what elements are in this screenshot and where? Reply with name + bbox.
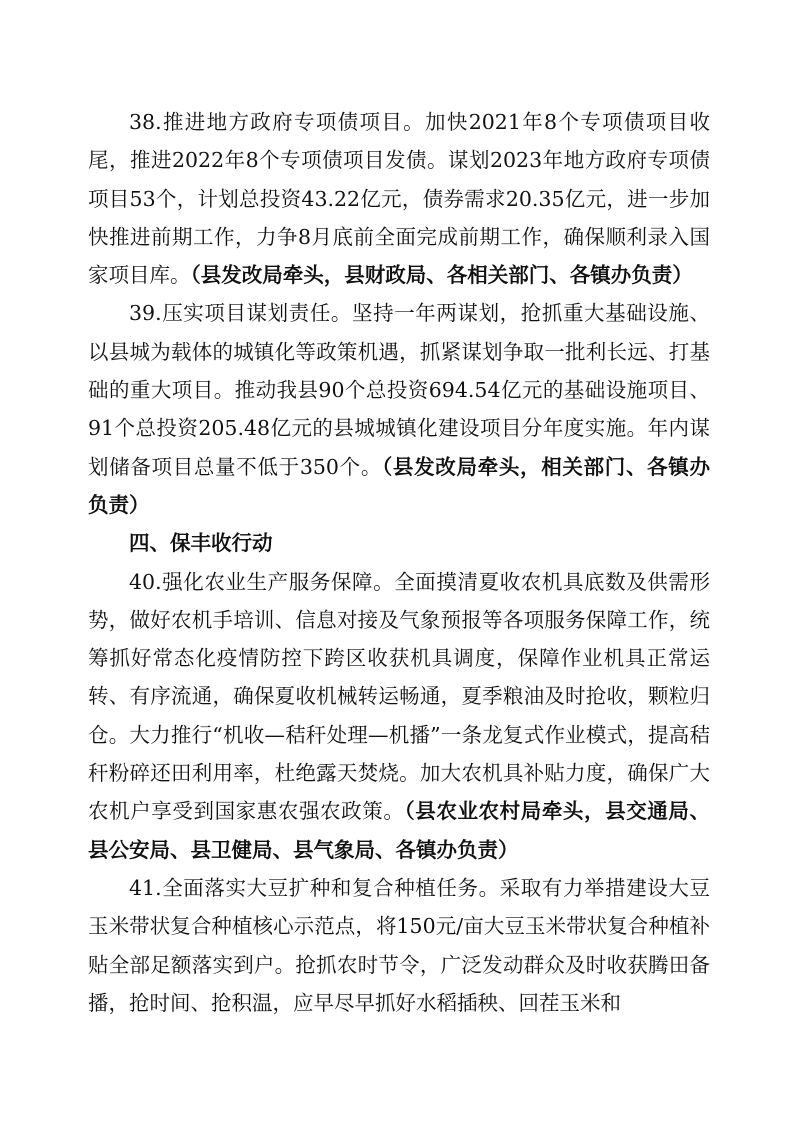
paragraph-41 bbox=[88, 869, 710, 1022]
document-body bbox=[88, 103, 710, 1022]
paragraph-38-responsibility: （县发改局牵头，县财政局、各相关部门、各镇办负责） bbox=[190, 263, 693, 288]
paragraph-39-responsibility: （县发改局牵头，相关部门、各镇办负责） bbox=[88, 454, 710, 517]
paragraph-40-text: 40.强化农业生产服务保障。全面摸清夏收农机具底数及供需形势，做好农机手培训、信息对接及气象预报等各项服务保障工作，统筹抓好常态化疫情防控下跨区收获机具调度，保障作业机具正常运转、有序流通，确保夏收机械转运畅通，夏季粮油及时抢收，颗粒归仓。大力推行“机收—秸秆处理—机播”一条龙复式作业模式，提高秸秆粉碎还田利用率，杜绝露天焚烧。加大农机具补贴力度，确保广大农机户享受到国家惠农强农政策。 bbox=[88, 569, 710, 824]
paragraph-38 bbox=[88, 103, 710, 294]
paragraph-40-responsibility: （县农业农村局牵头，县交通局、县公安局、县卫健局、县气象局、各镇办负责） bbox=[88, 799, 710, 862]
section-heading: 四、保丰收行动 bbox=[129, 531, 273, 556]
paragraph-39-text: 39.压实项目谋划责任。坚持一年两谋划，抢抓重大基础设施、以县城为载体的城镇化等政策机遇，抓紧谋划争取一批利长远、打基础的重大项目。推动我县90个总投资694.54亿元的基础设施项目、91个总投资205.48亿元的县城城镇化建设项目分年度实施。年内谋划储备项目总量不低于350个。 bbox=[88, 301, 710, 479]
paragraph-38-text: 38.推进地方政府专项债项目。加快2021年8个专项债项目收尾，推进2022年8个专项债项目发债。谋划2023年地方政府专项债项目53个，计划总投资43.22亿元，债券需求20.35亿元，进一步加快推进前期工作，力争8月底前全面完成前期工作，确保顺利录入国家项目库。 bbox=[88, 110, 710, 288]
paragraph-41-text: 41.全面落实大豆扩种和复合种植任务。采取有力举措建设大豆玉米带状复合种植核心示范点，将150元/亩大豆玉米带状复合种植补贴全部足额落实到户。抢抓农时节令，广泛发动群众及时收获腾田备播，抢时间、抢积温，应早尽早抓好水稻插秧、回茬玉米和 bbox=[88, 875, 710, 1015]
paragraph-40 bbox=[88, 563, 710, 869]
paragraph-39 bbox=[88, 294, 710, 524]
